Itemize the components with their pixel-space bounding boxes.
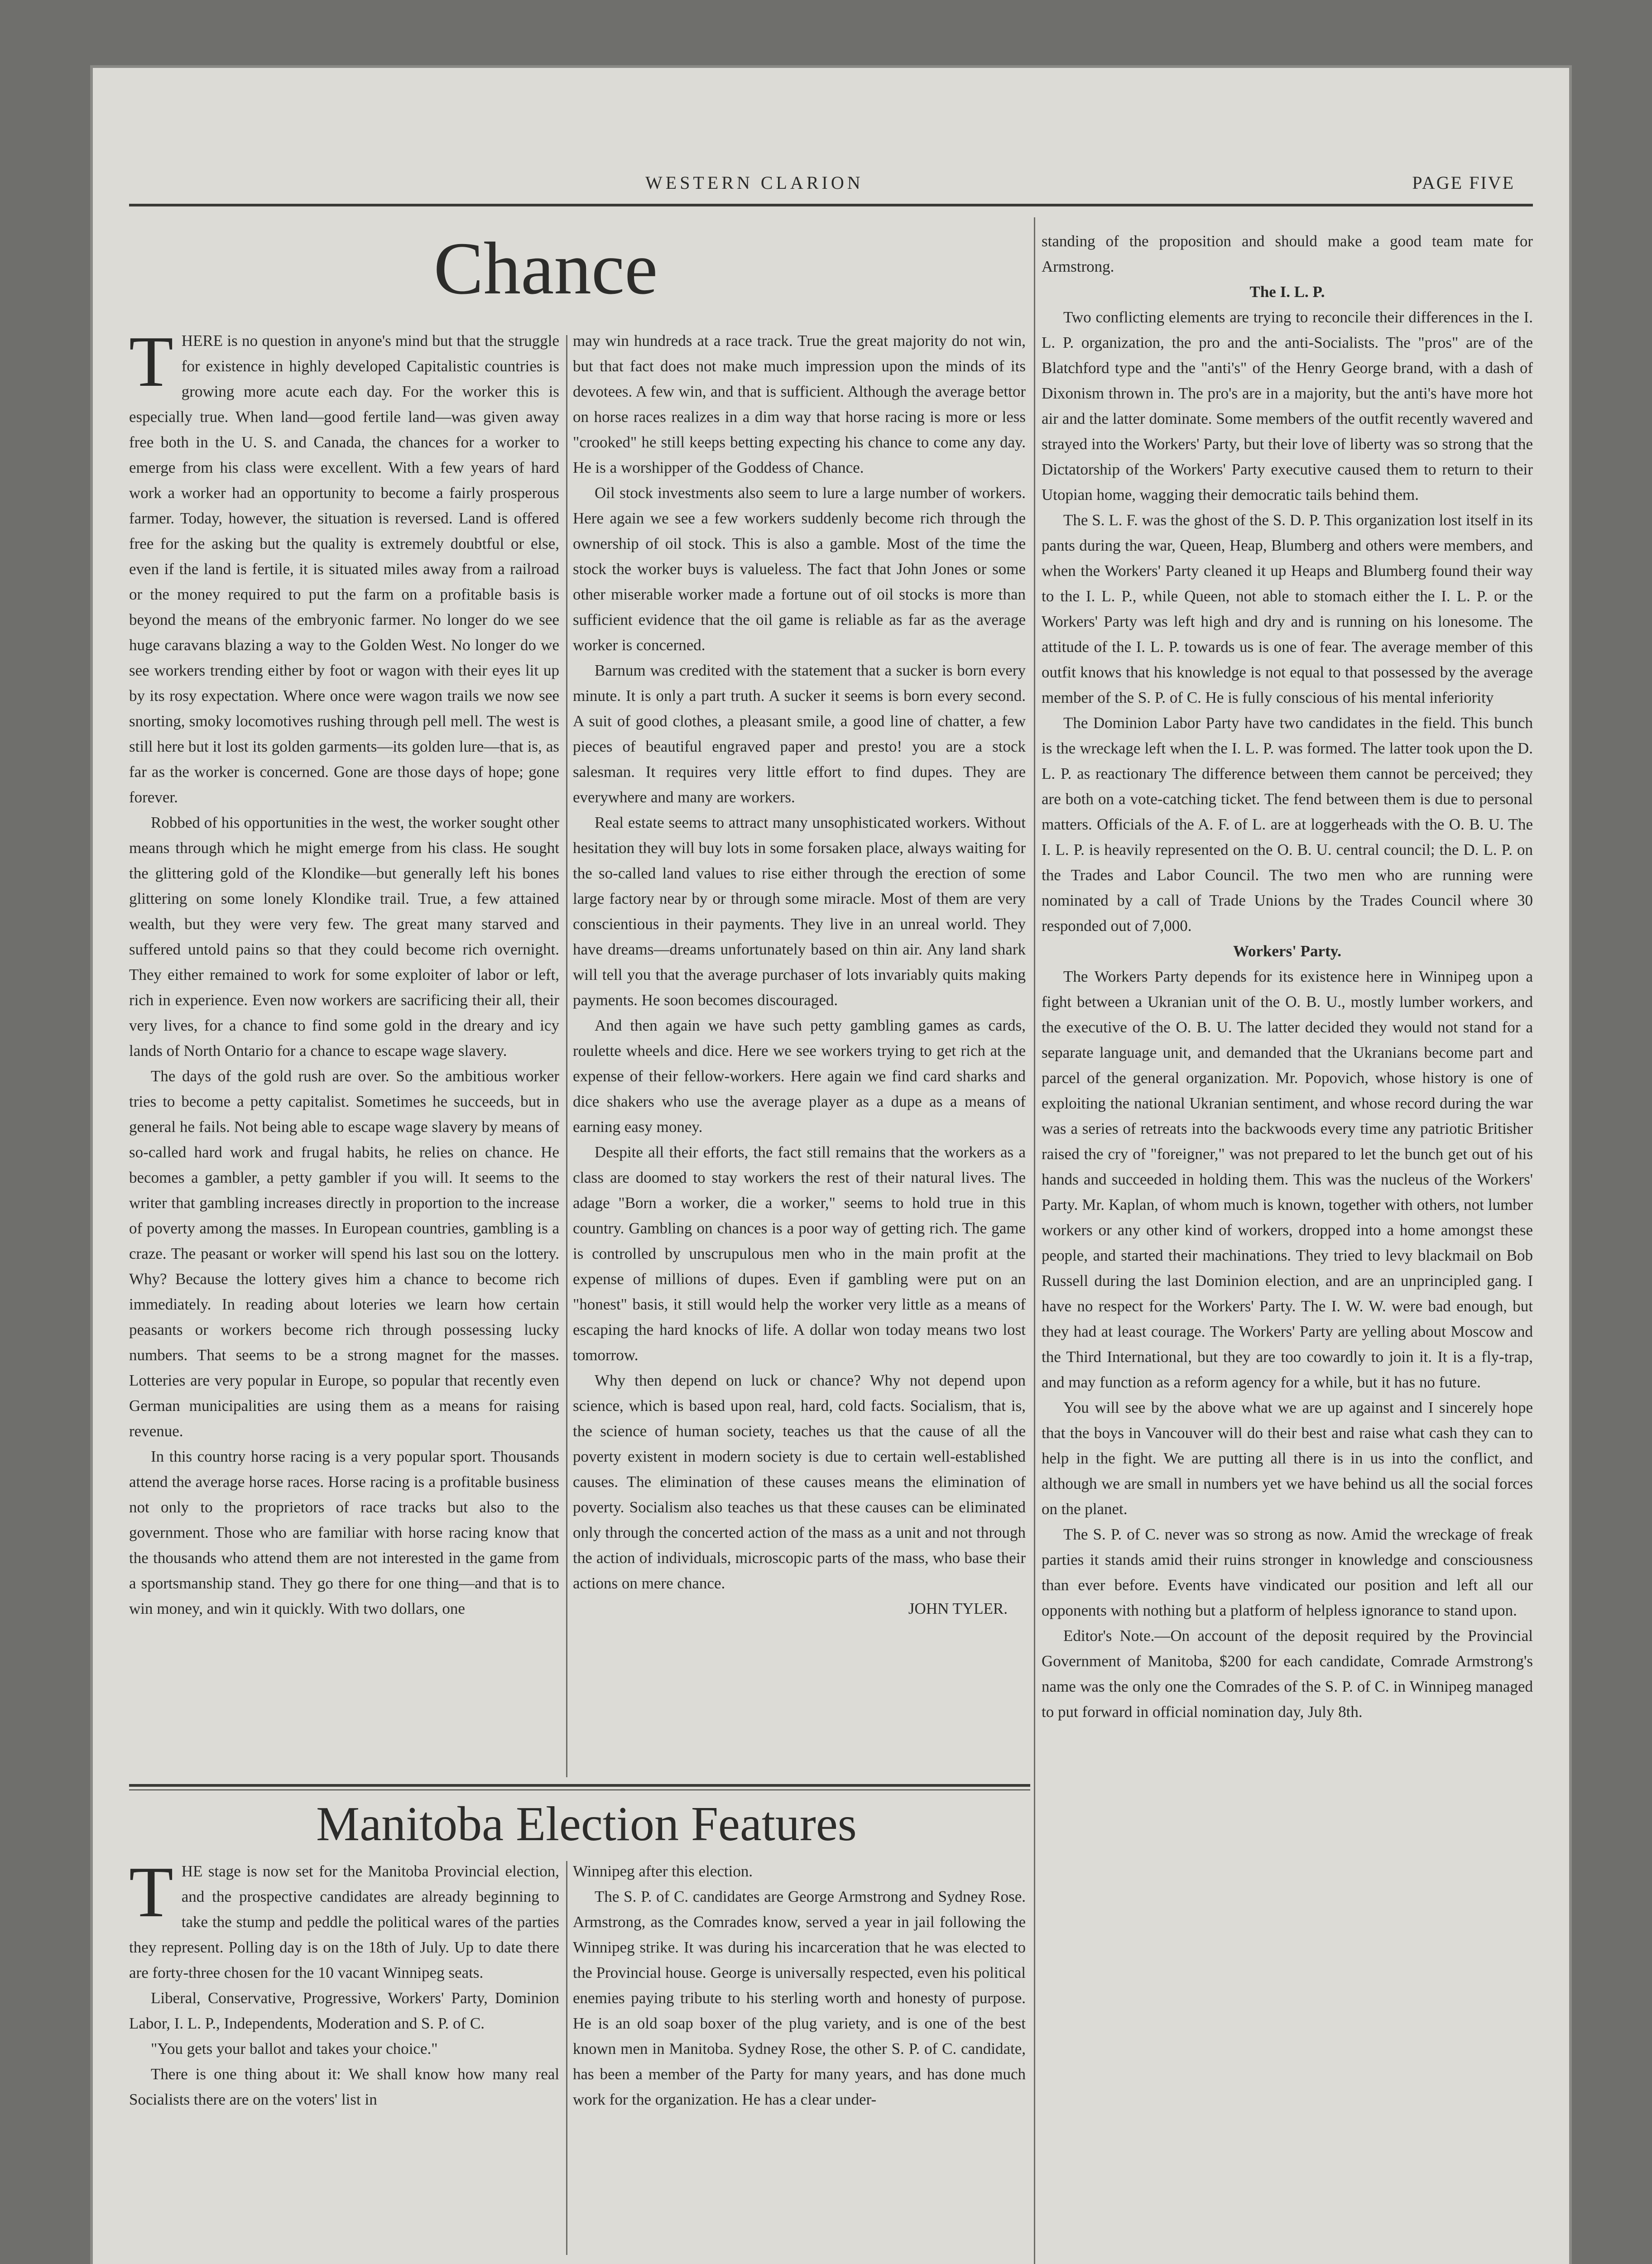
article-paragraph: The Workers Party depends for its existence here in Winnipeg upon a fight between a Ukranian unit of the O. B. U., mostly lumber workers, and the executive of the O. B. U. The latter decided they would not stand for a separate language unit, and demanded that the Ukranians become part and parcel of the general organization. Mr. Popovich, whose history is one of exploiting the national Ukranian sentiment, and whose record during the war was a series of retreats into the backwoods every time any patriotic Britisher raised the cry of "foreigner," was not prepared to let the bunch get out of his hands and succeeded in holding them. This was the nucleus of the Workers' Party. Mr. Kaplan, of whom much is known, together with others, not lumber workers or any other kind of workers, dropped into a home amongst these people, and started their machinations. They tried to levy blackmail on Bob Russell during the last Dominion election, and are an unprincipled gang. I have no respect for the Workers' Party. The I. W. W. were bad enough, but they had at least courage. The Workers' Party are yelling about Moscow and the Third International, but they are too cowardly to join it. It is a fly-trap, and may function as a reform agency for a while, but it has no future.: [1042, 968, 1533, 1391]
masthead-rule: [129, 204, 1533, 206]
drop-cap: T: [129, 1851, 173, 1932]
article-paragraph: In this country horse racing is a very popular sport. Thousands attend the average horse races. Horse racing is a profitable business not only to the proprietors of race tracks but also to the government. Those who are familiar with horse racing know that the thousands who attend them are not interested in the game from a sportsmanship stand. They go there for one thing—and that is to win money, and win it quickly. With two dollars, one: [129, 1448, 559, 1617]
article-paragraph: Why then depend on luck or chance? Why not depend upon science, which is based upon real, hard, cold facts. Socialism, that is, the science of human society, teaches us that the cause of all the poverty existent in modern society is due to certain well-established causes. The elimination of these causes means the elimination of poverty. Socialism also teaches us that these causes can be eliminated only through the concerted action of the mass as a unit and not through the action of individuals, microscopic parts of the mass, who base their actions on mere chance.: [573, 1372, 1026, 1592]
article-paragraph: THE stage is now set for the Manitoba Provincial election, and the prospective candidates are already beginning to take the stump and peddle the political wares of the parties they represent. Polling day is on the 18th of July. Up to date there are forty-three chosen for the 10 vacant Winnipeg seats.: [129, 1851, 559, 1981]
article-paragraph: The days of the gold rush are over. So the ambitious worker tries to become a petty capitalist. Sometimes he succeeds, but in general he fails. Not being able to escape wage slavery by means of so-called hard work and frugal habits, he relies on chance. He becomes a gambler, a petty gambler if you will. It seems to the writer that gambling increases directly in proportion to the increase of poverty among the masses. In European countries, gambling is a craze. The peasant or worker will spend his last sou on the lottery. Why? Because the lottery gives him a chance to become rich immediately. In reading about loteries we learn how certain peasants or workers become rich through possessing lucky numbers. That seems to be a strong magnet for the masses. Lotteries are very popular in Europe, so popular that recently even German municipalities are using them as a means for raising revenue.: [129, 1067, 559, 1440]
column-rule: [1034, 217, 1035, 2264]
column-rule: [566, 1861, 567, 2255]
article-headline-manitoba: Manitoba Election Features: [316, 1797, 857, 1851]
article-paragraph: You will see by the above what we are up against and I sincerely hope that the boys in Vancouver will do their best and raise what cash they can to help in the fight. We are putting all there is in us into the conflict, and although we are small in numbers yet we have behind us all the social forces on the planet.: [1042, 1399, 1533, 1518]
article-paragraph: And then again we have such petty gambling games as cards, roulette wheels and dice. Here we see workers trying to get rich at the expense of their fellow-workers. Here again we find card sharks and dice shakers who use the average player as a dupe as a means of earning easy money.: [573, 1017, 1026, 1136]
article-paragraph: Winnipeg after this election.: [573, 1862, 753, 1880]
manitoba-continued-column: [1042, 229, 1533, 1725]
manitoba-column-2: [573, 1859, 1026, 2112]
chance-column-1: [129, 321, 559, 1621]
article-paragraph: may win hundreds at a race track. True the great majority do not win, but that fact does not make much impression upon the minds of its devotees. A few win, and that is sufficient. Although the average bettor on horse races realizes in a dim way that horse racing is more or less "crooked" he still keeps betting expecting his chance to come any day. He is a worshipper of the Goddess of Chance.: [573, 332, 1026, 476]
publication-name: WESTERN CLARION: [645, 173, 864, 193]
editors-note: Editor's Note.—On account of the deposit required by the Provincial Government of Manitoba, $200 for each candidate, Comrade Armstrong's name was the only one the Comrades of the S. P. of C. in Winnipeg managed to put forward in official nomination day, July 8th.: [1042, 1627, 1533, 1721]
column-rule: [566, 335, 567, 1777]
article-paragraph: Barnum was credited with the statement that a sucker is born every minute. It is only a part truth. A sucker it seems is born every second. A suit of good clothes, a pleasant smile, a good line of chatter, a few pieces of beautiful engraved paper and presto! you are a stock salesman. It requires very little effort to find dupes. They are everywhere and many are workers.: [573, 662, 1026, 806]
article-paragraph: There is one thing about it: We shall know how many real Socialists there are on the voters' list in: [129, 2065, 559, 2108]
chance-column-2: [573, 328, 1026, 1621]
article-paragraph: Two conflicting elements are trying to reconcile their differences in the I. L. P. organization, the pro and the anti-Socialists. The "pros" are of the Blatchford type and the "anti's" of the Henry George brand, with a dash of Dixonism thrown in. The pro's are in a majority, but the anti's have more hot air and the latter dominate. Some members of the outfit recently wavered and strayed into the Workers' Party, but their love of liberty was so strong that the Dictatorship of the Workers' Party executive caused them to return to their Utopian home, wagging their democratic tails behind them.: [1042, 308, 1533, 504]
newspaper-page: [93, 68, 1569, 2264]
article-paragraph: standing of the proposition and should make a good team mate for Armstrong.: [1042, 232, 1533, 275]
article-paragraph: Robbed of his opportunities in the west, the worker sought other means through which he might emerge from his class. He sought the glittering gold of the Klondike—but generally left his bones glittering on some lonely Klondike trail. True, a few attained wealth, but they were very few. The great many starved and suffered untold pains so that they could become rich overnight. They either remained to work for some exploiter of labor or left, rich in experience. Even now workers are sacrificing their all, their very lives, for a chance to find some gold in the dreary and icy lands of North Ontario for a chance to escape wage slavery.: [129, 814, 559, 1060]
article-paragraph: Despite all their efforts, the fact still remains that the workers as a class are doomed to stay workers the rest of their natural lives. The adage "Born a worker, die a worker," seems to hold true in this country. Gambling on chances is a poor way of getting rich. The game is controlled by unscrupulous men who in the main profit at the expense of millions of dupes. Even if gambling were put on an "honest" basis, it still would help the worker very little as a means of escaping the hard knocks of life. A dollar won today means two lost tomorrow.: [573, 1143, 1026, 1364]
article-paragraph: The S. L. F. was the ghost of the S. D. P. This organization lost itself in its pants during the war, Queen, Heap, Blumberg and others were members, and when the Workers' Party cleaned it up Heaps and Blumberg found their way to the I. L. P., while Queen, not able to stomach either the I. L. P. or the Workers' Party was left high and dry and is running on his lonesome. The attitude of the I. L. P. towards us is one of fear. The average member of this outfit knows that his knowledge is not equal to that possessed by the average member of the S. P. of C. He is fully conscious of his mental inferiority: [1042, 511, 1533, 706]
article-separator: [129, 1789, 1030, 1790]
article-paragraph: "You gets your ballot and takes your choice.": [151, 2040, 438, 2058]
article-paragraph: The S. P. of C. never was so strong as now. Amid the wreckage of freak parties it stands amid their ruins stronger in knowledge and consciousness than ever before. Events have vindicated our position and left all our opponents with nothing but a platform of helpless ignorance to stand upon.: [1042, 1525, 1533, 1619]
article-separator: [129, 1784, 1030, 1787]
section-heading-ilp: The I. L. P.: [1249, 283, 1325, 301]
drop-cap: T: [129, 321, 173, 402]
article-paragraph: Real estate seems to attract many unsophisticated workers. Without hesitation they will buy lots in some forsaken place, always waiting for the so-called land values to rise either through the erection of some large factory near by or through some miracle. Most of them are very conscientious in their payments. They live in an unreal world. They have dreams—dreams unfortunately based on thin air. Any land shark will tell you that the average purchaser of lots invariably quits making payments. He soon becomes discouraged.: [573, 814, 1026, 1009]
masthead: [129, 172, 1533, 208]
article-paragraph: Liberal, Conservative, Progressive, Workers' Party, Dominion Labor, I. L. P., Independents, Moderation and S. P. of C.: [129, 1989, 559, 2032]
article-paragraph: Oil stock investments also seem to lure a large number of workers. Here again we see a few workers suddenly become rich through the ownership of oil stock. This is also a gamble. Most of the time the stock the worker buys is valueless. The fact that John Jones or some other miserable worker made a fortune out of oil stocks is more than sufficient evidence that the oil game is reliable as far as the average worker is concerned.: [573, 484, 1026, 654]
author-signature: JOHN TYLER.: [908, 1600, 1008, 1617]
article-paragraph: The Dominion Labor Party have two candidates in the field. This bunch is the wreckage left when the I. L. P. was formed. The latter took upon the D. L. P. as reactionary The difference between them cannot be perceived; they are both on a vote-catching ticket. The fend between them is due to personal matters. Officials of the A. F. of L. are at loggerheads with the O. B. U. The I. L. P. is heavily represented on the O. B. U. central council; the D. L. P. on the Trades and Labor Council. The two men who are running were nominated by a call of Trade Unions by the Trades Council where 30 responded out of 7,000.: [1042, 714, 1533, 935]
section-heading-workers-party: Workers' Party.: [1233, 942, 1342, 960]
article-paragraph: The S. P. of C. candidates are George Armstrong and Sydney Rose. Armstrong, as the Comrades know, served a year in jail following the Winnipeg strike. It was during his incarceration that he was elected to the Provincial house. George is universally respected, even his political enemies paying tribute to his sterling worth and honesty of purpose. He is an old soap boxer of the plug variety, and is one of the best known men in Manitoba. Sydney Rose, the other S. P. of C. candidate, has been a member of the Party for many years, and has done much work for the organization. He has a clear under-: [573, 1888, 1026, 2108]
page-number: PAGE FIVE: [1412, 173, 1515, 193]
article-paragraph: THERE is no question in anyone's mind but that the struggle for existence in highly developed Capitalistic countries is growing more acute each day. For the worker this is especially true. When land—good fertile land—was given away free both in the U. S. and Canada, the chances for a worker to emerge from his class were excellent. With a few years of hard work a worker had an opportunity to become a fairly prosperous farmer. Today, however, the situation is reversed. Land is offered free for the asking but the quality is extremely doubtful or else, even if the land is fertile, it is situated miles away from a railroad or the money required to put the farm on a profitable basis is beyond the means of the embryonic farmer. No longer do we see huge caravans blazing a way to the Golden West. No longer do we see workers trending either by foot or wagon with their eyes lit up by its rosy expectation. Where once were wagon trails we now see snorting, smoky locomotives rushing through pell mell. The west is still here but it lost its golden garments—its golden lure—that is, as far as the worker is concerned. Gone are those days of hope; gone forever.: [129, 321, 559, 806]
article-headline-chance: Chance: [433, 227, 658, 310]
manitoba-column-1: [129, 1851, 559, 2112]
